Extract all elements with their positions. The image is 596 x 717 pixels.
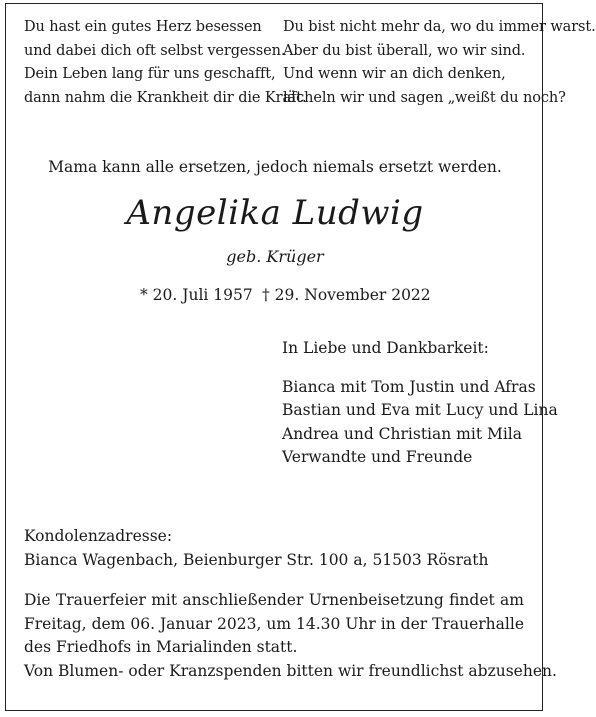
poem-left	[24, 16, 307, 110]
death-date: † 29. November 2022	[262, 286, 431, 304]
mourners-names	[282, 376, 558, 470]
birth-date: * 20. Juli 1957	[140, 286, 253, 304]
mourner-line: Bastian und Eva mit Lucy und Lina	[282, 401, 558, 419]
motto: Mama kann alle ersetzen, jedoch niemals ersetzt werden.	[48, 158, 502, 176]
deceased-name: Angelika Ludwig	[126, 193, 424, 233]
flowers-note: Von Blumen- oder Kranzspenden bitten wir freundlichst abzusehen.	[24, 662, 557, 680]
condolence-address: Bianca Wagenbach, Beienburger Str. 100 a, 51503 Rösrath	[24, 550, 489, 569]
poem-line: Und wenn wir an dich denken,	[283, 66, 506, 82]
mourner-line: Verwandte und Freunde	[282, 448, 473, 466]
poem-line: Dein Leben lang für uns geschafft,	[24, 66, 276, 82]
poem-line: Aber du bist überall, wo wir sind.	[283, 42, 526, 59]
mourners-intro: In Liebe und Dankbarkeit:	[282, 339, 489, 357]
poem-line: dann nahm die Krankheit dir die Kraft.	[24, 89, 307, 106]
service-announcement: Die Trauerfeier mit anschließender Urnenbeisetzung findet am Freitag, dem 06. Januar 2023, um 14.30 Uhr in der Trauerhalle des Friedhofs in Marialinden statt.	[24, 591, 524, 656]
maiden-name: geb. Krüger	[226, 247, 324, 266]
poem-right	[283, 16, 596, 110]
poem-line: Du hast ein gutes Herz besessen	[24, 19, 262, 35]
mourner-line: Andrea und Christian mit Mila	[282, 424, 523, 443]
condolence-block	[24, 525, 489, 572]
condolence-label: Kondolenzadresse:	[24, 527, 173, 545]
mourner-line: Bianca mit Tom Justin und Afras	[282, 377, 536, 396]
poem-line: lächeln wir und sagen „weißt du noch?	[283, 89, 566, 106]
poem-line: und dabei dich oft selbst vergessen.	[24, 42, 286, 59]
poem-line: Du bist nicht mehr da, wo du immer warst.	[283, 19, 596, 35]
mourners-block	[282, 337, 558, 470]
